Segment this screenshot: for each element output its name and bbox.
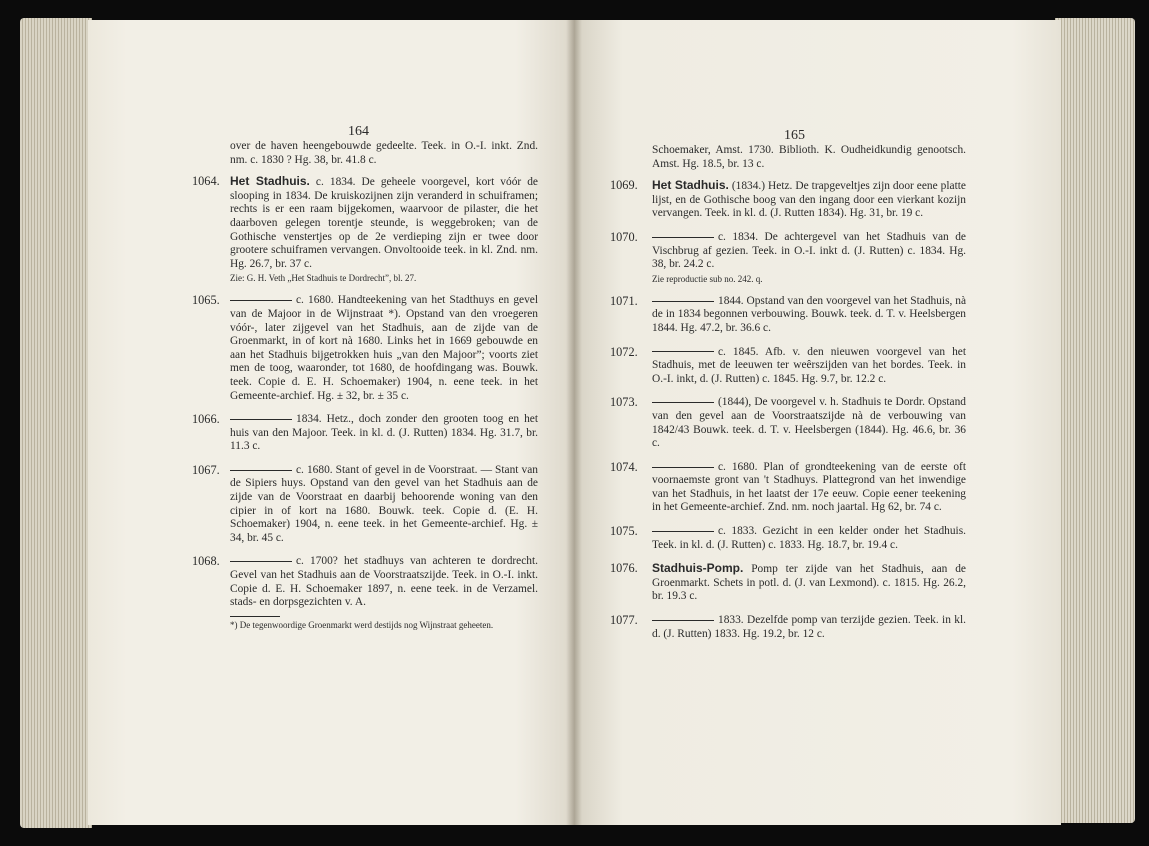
entry-heading: Het Stadhuis. xyxy=(652,178,729,193)
entry-note: Zie reproductie sub no. 242. q. xyxy=(652,273,763,284)
ditto-rule xyxy=(230,561,292,562)
catalog-entry xyxy=(192,462,538,546)
entry-body: Pomp ter zijde van het Stadhuis, aan de Groenmarkt. Schets in potl. d. (J. van Lexmond). c. 1815. Hg. 26.2, br. 19.3 c. xyxy=(652,563,966,603)
entry-number: 1065. xyxy=(192,293,220,308)
catalog-entry xyxy=(610,229,966,285)
entry-number: 1070. xyxy=(610,229,638,244)
page-number: 164 xyxy=(348,124,369,139)
entry-number: 1072. xyxy=(610,344,638,359)
page-edges-left xyxy=(20,18,92,828)
continuation-text: Schoemaker, Amst. 1730. Biblioth. K. Oudheidkundig genootsch. Amst. Hg. 18.5, br. 13 c. xyxy=(652,144,966,170)
entry-body: c. 1680. Stant of gevel in de Voorstraat. — Stant van de Sipiers huys. Opstand van den gevel van het Stadhuis aan de zijde van de Voorstraat en daarbij behoorende woning van den cipier in of kort na 1680. Bouwk. teek. Copie d. (E. H. Schoemaker) 1904, n. eene teek. in het Gemeente-archief. Hg. ± 34, br. 45 c. xyxy=(230,463,538,544)
entry-heading: Stadhuis-Pomp. xyxy=(652,561,744,576)
entry-number: 1069. xyxy=(610,178,638,193)
ditto-rule xyxy=(230,470,292,471)
entry-note: Zie: G. H. Veth „Het Stadhuis te Dordrecht”, bl. 27. xyxy=(230,273,417,284)
ditto-rule xyxy=(230,300,292,301)
entry-number: 1074. xyxy=(610,459,638,474)
catalog-entry xyxy=(610,293,966,336)
right-page-text xyxy=(610,144,966,651)
catalog-entry xyxy=(192,174,538,284)
footnote-rule xyxy=(230,616,280,617)
ditto-rule xyxy=(652,402,714,403)
book-spine xyxy=(566,20,582,825)
entry-body: 1834. Hetz., doch zonder den grooten toog en het huis van den Majoor. Teek. in kl. d. (J. Rutten) 1834. Hg. 31.7, br. 11.3 c. xyxy=(230,413,538,453)
entry-body: (1834.) Hetz. De trapgeveltjes zijn door eene platte lijst, en de Gothische boog van den ingang door een vierkant kozijn vervangen. Teek. in kl. d. (J. Rutten 1834). Hg. 31, br. 19 c. xyxy=(652,180,966,220)
catalog-entry xyxy=(192,293,538,403)
ditto-rule xyxy=(652,351,714,352)
footnote: *) De tegenwoordige Groenmarkt werd destijds nog Wijnstraat geheeten. xyxy=(230,619,494,630)
entry-number: 1068. xyxy=(192,554,220,569)
catalog-entry xyxy=(610,613,966,641)
catalog-entry xyxy=(610,178,966,221)
page-number: 165 xyxy=(784,128,805,143)
entry-body: (1844), De voorgevel v. h. Stadhuis te Dordr. Opstand van den gevel aan de Voorstraatszijde nà de verbouwing van 1842/43 Bouwk. teek. d. T. v. Heelsbergen (1844). Hg. 46.6, br. 36 c. xyxy=(652,396,966,450)
page-edges-right xyxy=(1055,18,1135,823)
ditto-rule xyxy=(652,237,714,238)
catalog-entry xyxy=(610,395,966,450)
entry-number: 1077. xyxy=(610,613,638,628)
catalog-entry xyxy=(610,459,966,515)
catalog-entry xyxy=(192,412,538,454)
catalog-entry xyxy=(610,344,966,387)
catalog-entry xyxy=(610,524,966,552)
entry-body: c. 1700? het stadhuys van achteren te dordrecht. Gevel van het Stadhuis aan de Voorstraatszijde. Teek. in O.-I. inkt. Copie d. E. H. Schoemaker 1897, n. eene teek. in de Verzamel. stads- en dorpsgezichten v. A. xyxy=(230,555,538,609)
entry-number: 1067. xyxy=(192,462,220,477)
entry-body: c. 1680. Handteekening van het Stadthuys en gevel van de Majoor in de Wijnstraat *). Opstand van den vroegeren vóór-, later zijgevel van het Stadhuis, aan de zijde van de Groenmarkt, in of kort nà 1680. Links het in 1669 gebouwde en aan het Stadhuis bijgetrokken huis „van den Majoor”; voorts ziet men de toog, waaronder, tot 1680, de hoofdingang was. Bouwk. teek. Copie d. E. H. Schoemaker) 1904, n. eene teek. in het Gemeente-archief. Hg. ± 32, br. ± 35 c. xyxy=(230,294,538,402)
ditto-rule xyxy=(230,419,292,420)
entry-body: c. 1834. De geheele voorgevel, kort vóór de slooping in 1834. De kruiskozijnen zijn veranderd in schuiframen; rechts is er een raam bijgekomen, waarvoor de pilaster, die het daarboven gelegen torentje steunde, is weggebroken; van de Gothische venstertjes op de 2e verdieping zijn er twee door grootere schuiframen vervangen. Onvoltooide teek. in kl. Znd. nm. Hg. 26.7, br. 37 c. xyxy=(230,176,538,270)
entry-number: 1064. xyxy=(192,174,220,189)
catalog-entry xyxy=(610,561,966,604)
left-page-text xyxy=(192,140,538,631)
ditto-rule xyxy=(652,531,714,532)
entry-heading: Het Stadhuis. xyxy=(230,174,310,189)
entry-body: 1844. Opstand van den voorgevel van het Stadhuis, nà de in 1834 begonnen verbouwing. Bouwk. teek. d. T. v. Heelsbergen 1844. Hg. 47.2, br. 36.6 c. xyxy=(652,294,966,334)
entry-body: 1833. Dezelfde pomp van terzijde gezien. Teek. in kl. d. (J. Rutten) 1833. Hg. 19.2, br. 12 c. xyxy=(652,614,966,640)
entry-number: 1076. xyxy=(610,561,638,576)
entry-body: c. 1833. Gezicht in een kelder onder het Stadhuis. Teek. in kl. d. (J. Rutten) c. 1833. Hg. 18.7, br. 19.4 c. xyxy=(652,525,966,551)
entry-body: c. 1680. Plan of grondteekening van de eerste oft voornaemste gront van 't Stadhuys. Plattegrond van het inwendige van het Stadhuis, in het laatst der 17e eeuw. Copie eener teekening in het Gemeente-archief. Znd. nm. noch jaartal. Hg 62, br. 74 c. xyxy=(652,460,966,514)
entry-number: 1066. xyxy=(192,412,220,427)
entry-number: 1075. xyxy=(610,524,638,539)
entry-body: c. 1834. De achtergevel van het Stadhuis van de Vischbrug af gezien. Teek. in O.-I. inkt d. (J. Rutten) c. 1834. Hg. 38, br. 24.2 c. xyxy=(652,230,966,271)
catalog-entry xyxy=(192,554,538,609)
entry-number: 1071. xyxy=(610,293,638,308)
entry-body: c. 1845. Afb. v. den nieuwen voorgevel van het Stadhuis, met de leeuwen ter weêrszijden van het bordes. Teek. in O.-I. inkt, d. (J. Rutten) c. 1845. Hg. 9.7, br. 12.2 c. xyxy=(652,345,966,385)
ditto-rule xyxy=(652,467,714,468)
continuation-text: over de haven heengebouwde gedeelte. Teek. in O.-I. inkt. Znd. nm. c. 1830 ? Hg. 38, br. 41.8 c. xyxy=(230,140,538,166)
ditto-rule xyxy=(652,620,714,621)
entry-number: 1073. xyxy=(610,395,638,410)
ditto-rule xyxy=(652,301,714,302)
